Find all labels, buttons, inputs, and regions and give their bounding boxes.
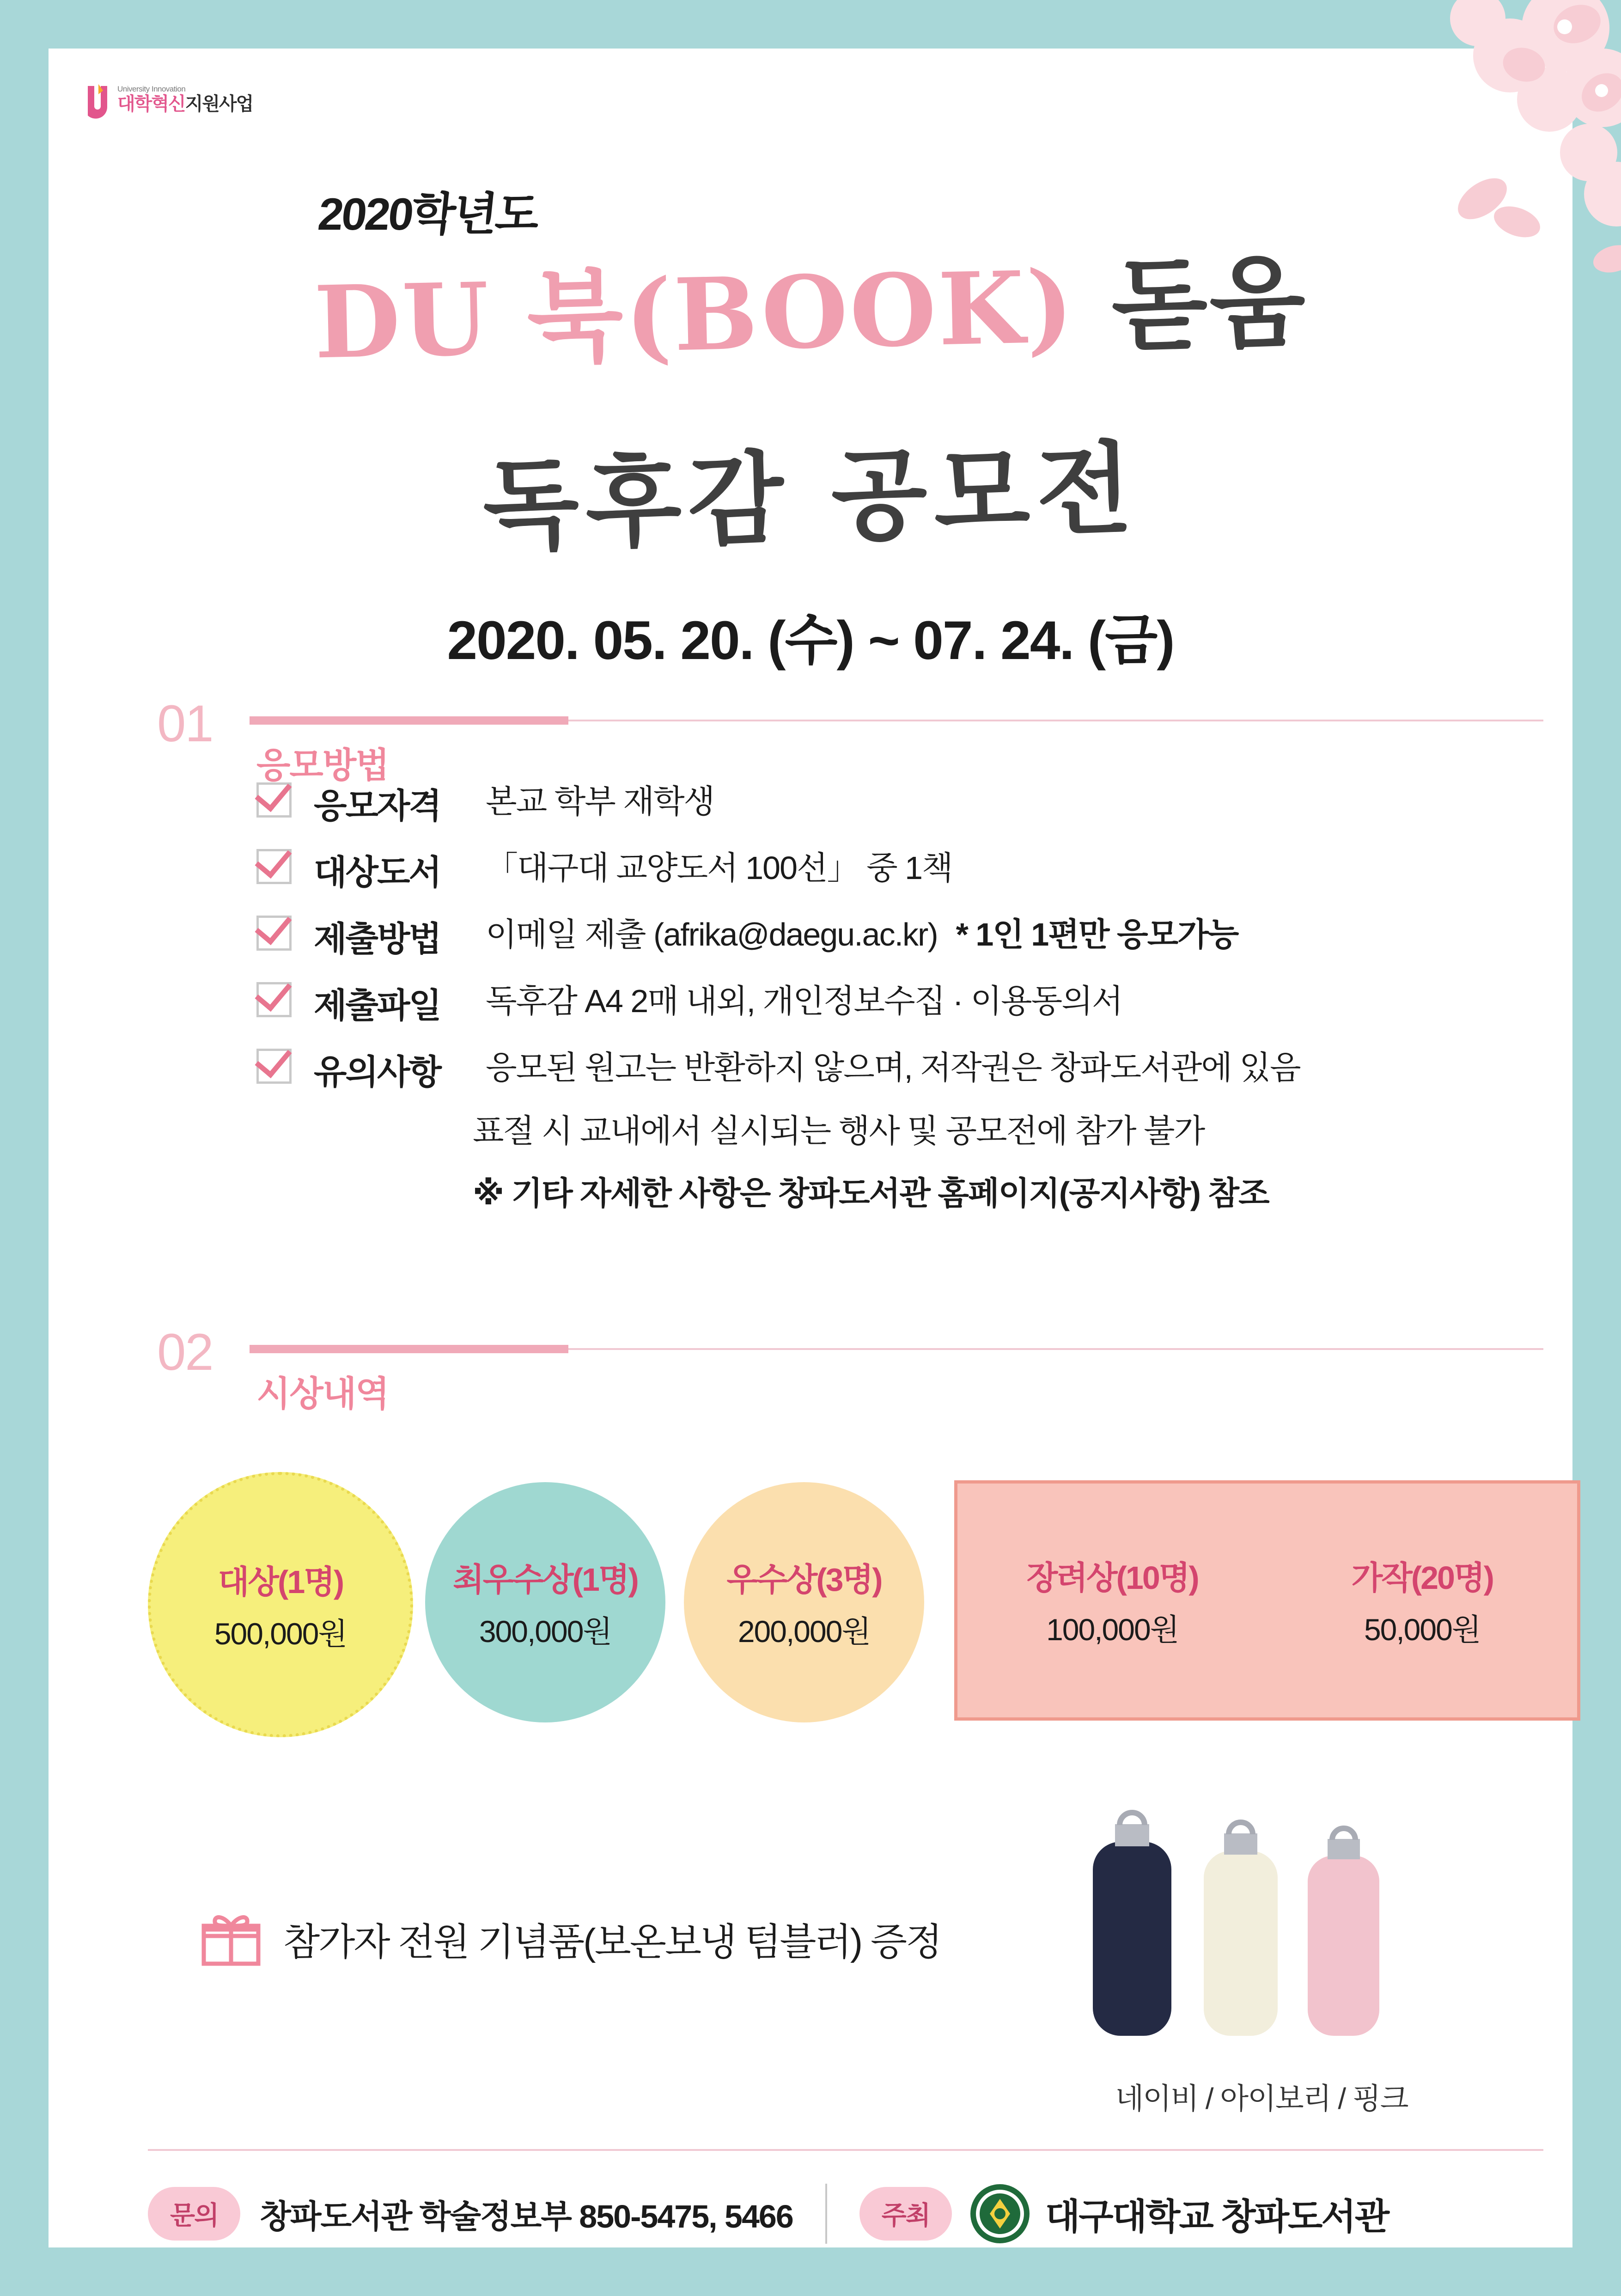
prize-amount: 300,000원	[479, 1614, 612, 1649]
gift-text: 참가자 전원 기념품(보온보냉 텀블러) 증정	[283, 1921, 941, 1963]
logo-korean-text: 대학혁신지원사업	[117, 93, 253, 114]
entry-label: 응모자격	[314, 787, 440, 825]
entry-label: 대상도서	[314, 853, 440, 892]
prize-item	[684, 1482, 924, 1722]
section-label-02: 시상내역	[256, 1374, 389, 1414]
check-icon	[256, 1049, 292, 1084]
prize-name: 장려상(10명)	[1026, 1560, 1198, 1596]
host-name: 대구대학교 창파도서관	[1045, 2196, 1389, 2237]
entry-value: 본교 학부 재학생	[486, 783, 714, 819]
daegu-university-emblem-icon	[968, 2181, 1032, 2246]
prize-item	[148, 1472, 413, 1737]
check-icon	[256, 849, 292, 884]
prize-name: 우수상(3명)	[726, 1562, 882, 1598]
entry-label: 제출방법	[314, 920, 440, 958]
entry-label: 유의사항	[314, 1053, 440, 1091]
check-icon	[256, 982, 292, 1017]
entry-emphasis: * 1인 1편만 응모가능	[956, 916, 1238, 953]
section-label-01: 응모방법	[256, 746, 389, 785]
contact-info: 창파도서관 학술정보부 850-5475, 5466	[260, 2198, 793, 2235]
poster-title-line1	[47, 217, 1574, 391]
prize-item	[425, 1482, 665, 1722]
tumbler-colors: 네이비 / 아이보리 / 핑크	[1115, 2082, 1408, 2115]
prize-name: 최우수상(1명)	[453, 1562, 638, 1598]
entry-note: ※ 기타 자세한 사항은 창파도서관 홈페이지(공지사항) 참조	[473, 1175, 1269, 1211]
section-number-01: 01	[157, 695, 213, 752]
logo-english-text: University Innovation	[117, 85, 186, 93]
prize-amount: 50,000원	[1364, 1612, 1481, 1647]
academic-year: 2020학년도	[316, 189, 541, 239]
prize-amount: 200,000원	[737, 1614, 871, 1649]
tumbler-photo	[1056, 1800, 1435, 2064]
title-du-book: DU 북(BOOK)	[313, 248, 1077, 381]
entry-value: 독후감 A4 2매 내외, 개인정보수집 · 이용동의서	[486, 983, 1122, 1019]
prize-item	[1268, 1484, 1578, 1717]
prize-name: 가작(20명)	[1351, 1560, 1493, 1596]
gift-icon	[201, 1911, 261, 1966]
entry-row	[256, 845, 1573, 894]
entry-row	[256, 779, 1573, 828]
entry-extra-line: 표절 시 교내에서 실시되는 행사 및 공모전에 참가 불가	[473, 1113, 1205, 1149]
check-icon	[256, 916, 292, 951]
prize-name: 대상(1명)	[218, 1564, 343, 1600]
entry-value: 이메일 제출 (afrika@daegu.ac.kr)	[486, 916, 938, 953]
host-pill: 주최	[859, 2187, 952, 2241]
event-period: 2020. 05. 20. (수) ~ 07. 24. (금)	[447, 610, 1174, 671]
entry-row	[256, 912, 1573, 961]
title-dodum: 돋움	[1110, 243, 1309, 365]
contact-pill: 문의	[148, 2187, 240, 2241]
poster-title-line2: 독후감 공모전	[481, 429, 1140, 565]
section-number-02: 02	[157, 1323, 213, 1381]
gift-row	[201, 1911, 941, 1966]
prize-list	[148, 1472, 1580, 1731]
footer	[148, 2170, 1543, 2258]
entry-value: 응모된 원고는 반환하지 않으며, 저작권은 창파도서관에 있음	[486, 1050, 1300, 1086]
section-rule-01	[250, 720, 1543, 721]
entry-value: 「대구대 교양도서 100선」 중 1책	[486, 850, 952, 886]
footer-vertical-divider	[825, 2184, 827, 2244]
footer-divider	[148, 2149, 1543, 2151]
section-rule-02	[250, 1348, 1543, 1350]
entry-label: 제출파일	[314, 986, 440, 1025]
u-mark-icon	[83, 83, 112, 121]
entry-info-list	[256, 779, 1573, 1214]
entry-row	[256, 1045, 1573, 1094]
check-icon	[256, 782, 292, 818]
entry-row	[256, 978, 1573, 1027]
prize-amount: 100,000원	[1046, 1612, 1179, 1647]
poster-sheet	[49, 49, 1572, 2247]
prize-amount: 500,000원	[214, 1617, 347, 1651]
university-innovation-logo	[83, 83, 253, 121]
prize-box	[954, 1480, 1580, 1721]
prize-item	[957, 1484, 1268, 1717]
